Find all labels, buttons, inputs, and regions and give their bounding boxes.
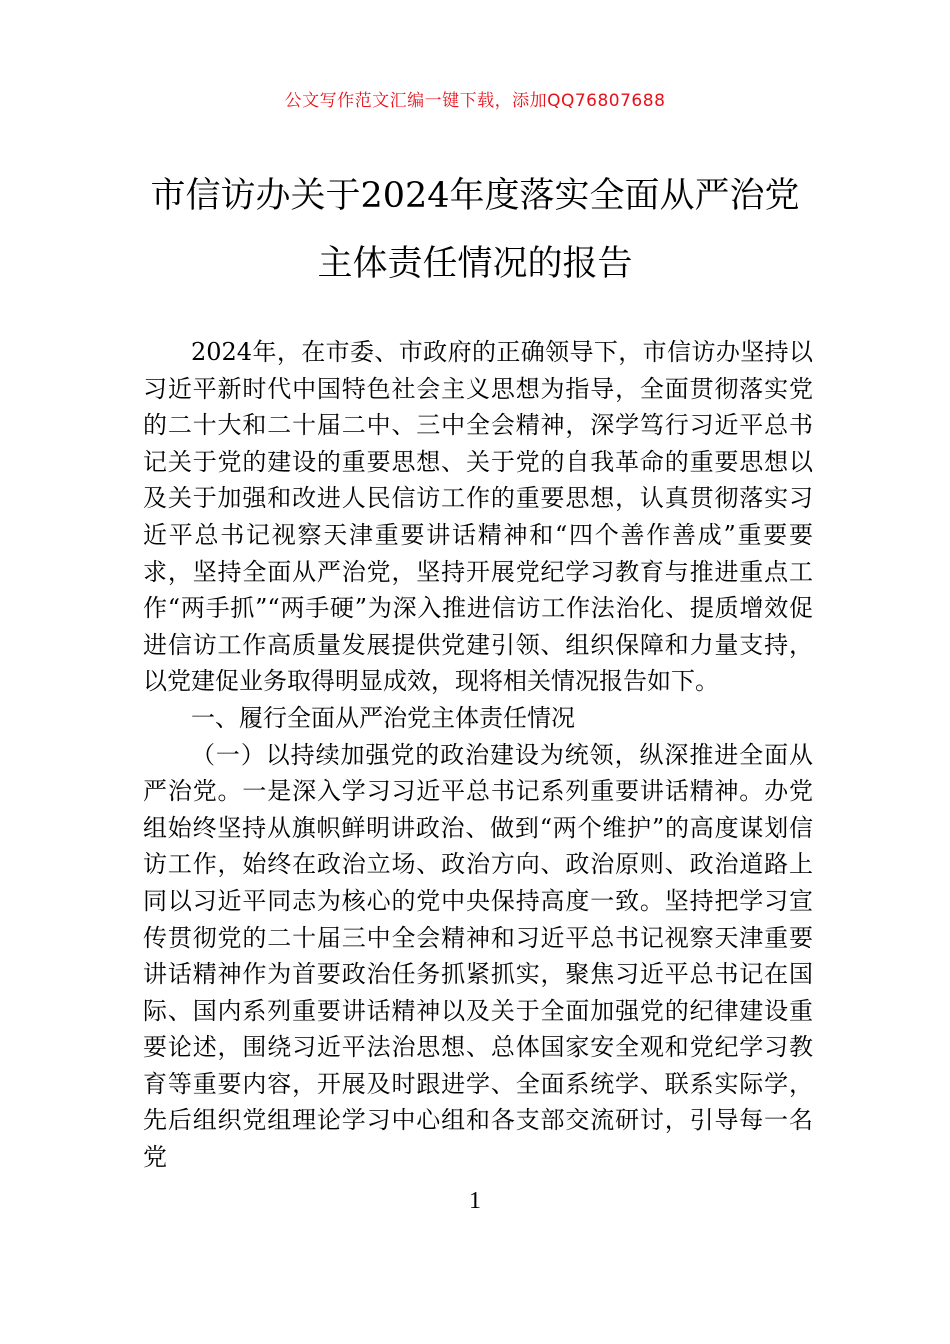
document-title-line-2: 主体责任情况的报告 <box>317 244 633 284</box>
download-banner: 公文写作范文汇编一键下载，添加QQ76807688 <box>284 91 666 111</box>
document-title-line-1: 市信访办关于2024年度落实全面从严治党 <box>150 176 800 216</box>
page-number: 1 <box>469 1188 481 1214</box>
intro-paragraph: 2024年，在市委、市政府的正确领导下，市信访办坚持以习近平新时代中国特色社会主义思想为指导，全面贯彻落实党的二十大和二十届二中、三中全会精神，深学笃行习近平总书记关于党的建设的重要思想、关于党的自我革命的重要思想以及关于加强和改进人民信访工作的重要思想，认真贯彻落实习近平总书记视察天津重要讲话精神和“四个善作善成”重要要求，坚持全面从严治党，坚持开展党纪学习教育与推进重点工作“两手抓”“两手硬”为深入推进信访工作法治化、提质增效促进信访工作高质量发展提供党建引领、组织保障和力量支持，以党建促业务取得明显成效，现将相关情况报告如下。 <box>143 338 813 696</box>
subsection-paragraph: （一）以持续加强党的政治建设为统领，纵深推进全面从严治党。一是深入学习习近平总书记系列重要讲话精神。办党组始终坚持从旗帜鲜明讲政治、做到“两个维护”的高度谋划信访工作，始终在政治立场、政治方向、政治原则、政治道路上同以习近平同志为核心的党中央保持高度一致。坚持把学习宣传贯彻党的二十届三中全会精神和习近平总书记视察天津重要讲话精神作为首要政治任务抓紧抓实，聚焦习近平总书记在国际、国内系列重要讲话精神以及关于全面加强党的纪律建设重要论述，围绕习近平法治思想、总体国家安全观和党纪学习教育等重要内容，开展及时跟进学、全面系统学、联系实际学，先后组织党组理论学习中心组和各支部交流研讨，引导每一名党 <box>143 740 813 1172</box>
document-body <box>143 334 813 1176</box>
section-heading: 一、履行全面从严治党主体责任情况 <box>191 703 575 732</box>
